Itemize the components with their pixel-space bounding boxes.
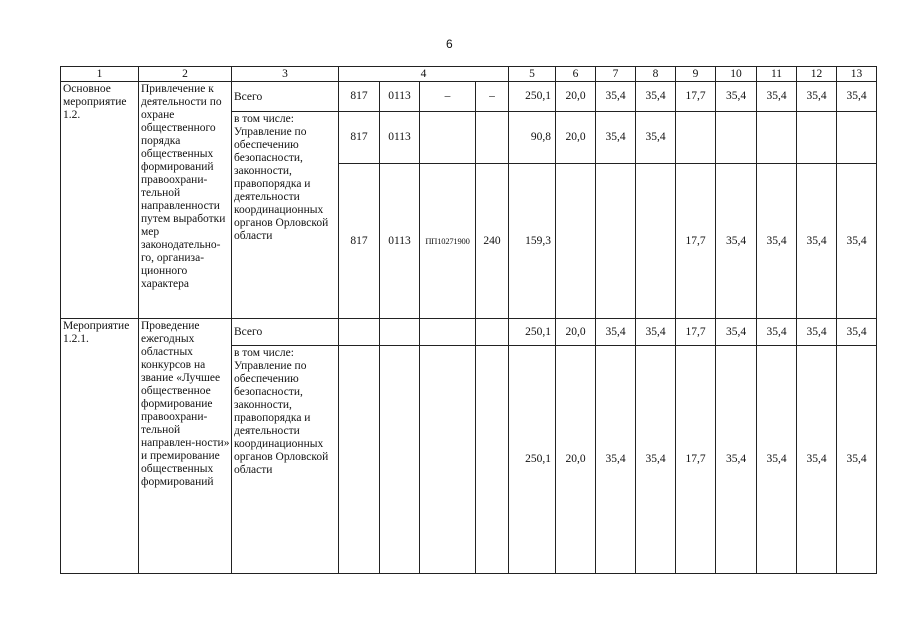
cell-value: 35,4 [837, 82, 877, 112]
cell-empty [380, 346, 420, 574]
cell-value: 17,7 [676, 346, 716, 574]
cell-value: 20,0 [556, 82, 596, 112]
cell-value: 817 [339, 112, 380, 164]
header-cell: 10 [716, 67, 757, 82]
cell-empty [476, 319, 509, 346]
cell-empty [757, 112, 797, 164]
cell-value: 35,4 [716, 346, 757, 574]
cell-value: 159,3 [509, 164, 556, 319]
cell-value: 17,7 [676, 319, 716, 346]
cell-empty [596, 164, 636, 319]
header-cell: 2 [139, 67, 232, 82]
table-row [61, 82, 877, 112]
header-cell: 13 [837, 67, 877, 82]
page-number: 6 [446, 37, 453, 51]
cell-value: 20,0 [556, 346, 596, 574]
cell-value: 35,4 [636, 319, 676, 346]
cell-empty [380, 319, 420, 346]
cell-empty [476, 112, 509, 164]
cell-value: 35,4 [837, 346, 877, 574]
cell-value: 35,4 [837, 164, 877, 319]
cell-value: 240 [476, 164, 509, 319]
cell-value: 35,4 [797, 82, 837, 112]
activity-name: Мероприятие 1.2.1. [61, 319, 139, 574]
cell-value: 20,0 [556, 112, 596, 164]
cell-value: 35,4 [596, 112, 636, 164]
cell-value: 17,7 [676, 82, 716, 112]
cell-value: 35,4 [757, 164, 797, 319]
cell-value: 35,4 [636, 82, 676, 112]
row-label: Всего [232, 319, 339, 346]
cell-value: 817 [339, 82, 380, 112]
budget-table [60, 66, 877, 574]
cell-empty [420, 346, 476, 574]
row-label: Всего [232, 82, 339, 112]
cell-value: 35,4 [636, 346, 676, 574]
cell-value: 35,4 [757, 82, 797, 112]
row-label: в том числе: Управление по обеспечению безопасности, законности, правопорядка и деятельности координационных органов Орловской области [232, 346, 339, 574]
table-row [61, 319, 877, 346]
cell-empty [837, 112, 877, 164]
cell-value: – [476, 82, 509, 112]
cell-empty [476, 346, 509, 574]
cell-value: 0113 [380, 164, 420, 319]
cell-value: 0113 [380, 112, 420, 164]
cell-empty [339, 319, 380, 346]
header-cell: 3 [232, 67, 339, 82]
activity-description: Привлечение к деятельности по охране общественного порядка общественных формирований правоохрани-тельной направленности путем выработки мер законодательно-го, организа-ционного характера [139, 82, 232, 319]
cell-value: 35,4 [757, 346, 797, 574]
header-cell: 9 [676, 67, 716, 82]
cell-value: 250,1 [509, 346, 556, 574]
cell-value: 20,0 [556, 319, 596, 346]
cell-empty [339, 346, 380, 574]
cell-value: 35,4 [797, 346, 837, 574]
header-cell: 8 [636, 67, 676, 82]
cell-value: 17,7 [676, 164, 716, 319]
cell-value: 250,1 [509, 319, 556, 346]
cell-value: 35,4 [716, 164, 757, 319]
cell-empty [556, 164, 596, 319]
cell-value: – [420, 82, 476, 112]
cell-value: 35,4 [797, 164, 837, 319]
cell-value: 35,4 [636, 112, 676, 164]
cell-empty [636, 164, 676, 319]
header-cell: 4 [339, 67, 509, 82]
activity-name: Основное мероприятие 1.2. [61, 82, 139, 319]
cell-empty [676, 112, 716, 164]
cell-value: 0113 [380, 82, 420, 112]
cell-value: 35,4 [837, 319, 877, 346]
cell-value: 35,4 [596, 319, 636, 346]
header-cell: 12 [797, 67, 837, 82]
cell-value: ПП10271900 [420, 164, 476, 319]
cell-value: 35,4 [596, 346, 636, 574]
activity-description: Проведение ежегодных областных конкурсов на звание «Лучшее общественное формирование правоохрани-тельной направлен-ности» и премирование общественных формирований [139, 319, 232, 574]
header-cell: 6 [556, 67, 596, 82]
cell-value: 90,8 [509, 112, 556, 164]
cell-empty [420, 319, 476, 346]
cell-value: 35,4 [797, 319, 837, 346]
header-cell: 11 [757, 67, 797, 82]
header-cell: 5 [509, 67, 556, 82]
header-cell: 7 [596, 67, 636, 82]
cell-value: 250,1 [509, 82, 556, 112]
cell-value: 35,4 [757, 319, 797, 346]
header-row [61, 67, 877, 82]
cell-value: 35,4 [716, 82, 757, 112]
header-cell: 1 [61, 67, 139, 82]
row-label: в том числе: Управление по обеспечению безопасности, законности, правопорядка и деятельности координационных органов Орловской области [232, 112, 339, 319]
cell-empty [716, 112, 757, 164]
cell-value: 817 [339, 164, 380, 319]
cell-value: 35,4 [716, 319, 757, 346]
cell-value: 35,4 [596, 82, 636, 112]
cell-empty [797, 112, 837, 164]
cell-empty [420, 112, 476, 164]
